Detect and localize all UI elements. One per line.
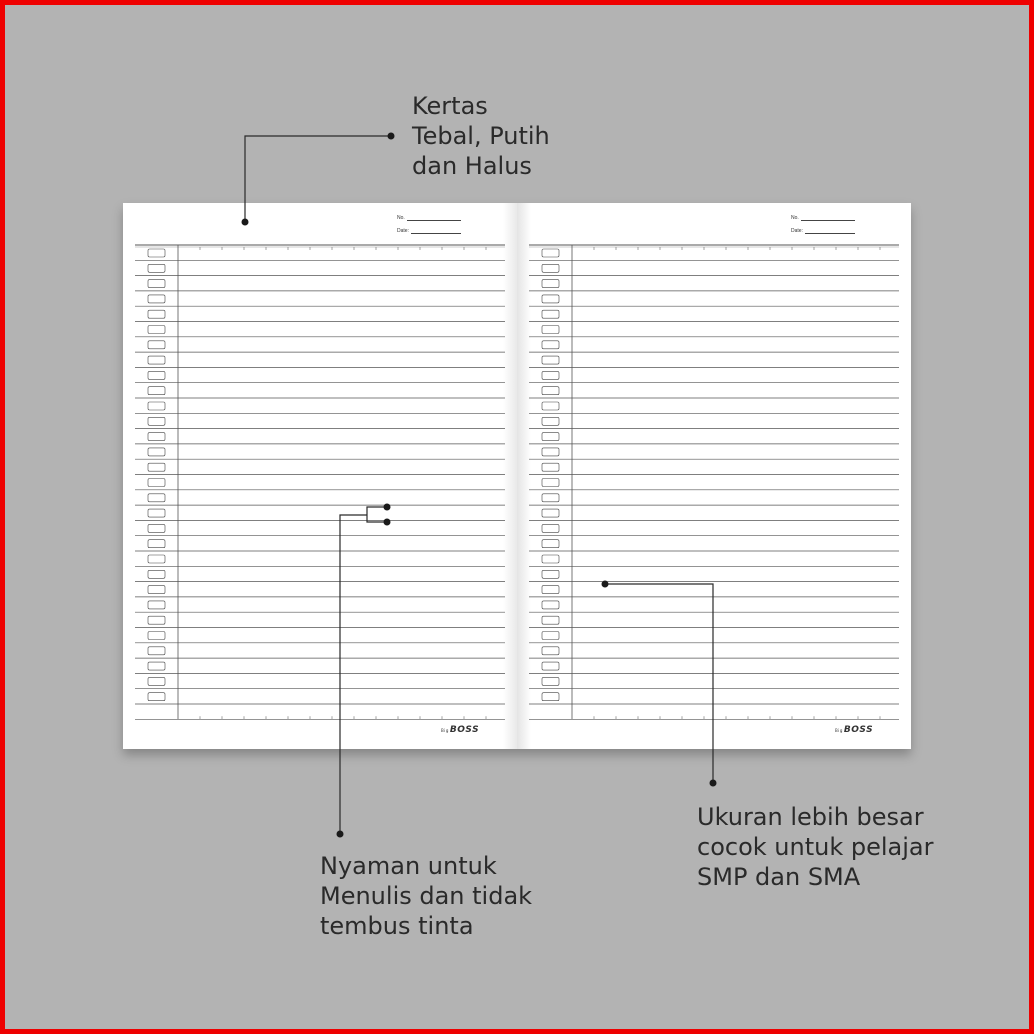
leader-dot (710, 780, 717, 787)
brand-logo: BigBOSS (441, 725, 480, 735)
no-label: No. (791, 215, 799, 221)
callout-size: Ukuran lebih besar cocok untuk pelajar SMP dan SMA (697, 803, 934, 891)
leader-line-left (367, 507, 387, 522)
leader-dot (384, 504, 391, 511)
callout-paper-quality: Kertas Tebal, Putih dan Halus (412, 92, 550, 180)
date-label: Date: (791, 228, 803, 234)
leader-dot (602, 581, 609, 588)
product-image (5, 5, 1029, 1029)
date-label: Date: (397, 228, 409, 234)
brand-logo: BigBOSS (835, 725, 874, 735)
leader-dot (388, 133, 395, 140)
leader-dot (337, 831, 344, 838)
callout-writing-comfort: Nyaman untuk Menulis dan tidak tembus tinta (320, 852, 533, 940)
leader-line-left-stem (340, 515, 367, 834)
leader-dot (384, 519, 391, 526)
leader-line-top (245, 136, 391, 222)
leader-line-right (605, 584, 713, 783)
no-label: No. (397, 215, 405, 221)
leader-dot (242, 219, 249, 226)
